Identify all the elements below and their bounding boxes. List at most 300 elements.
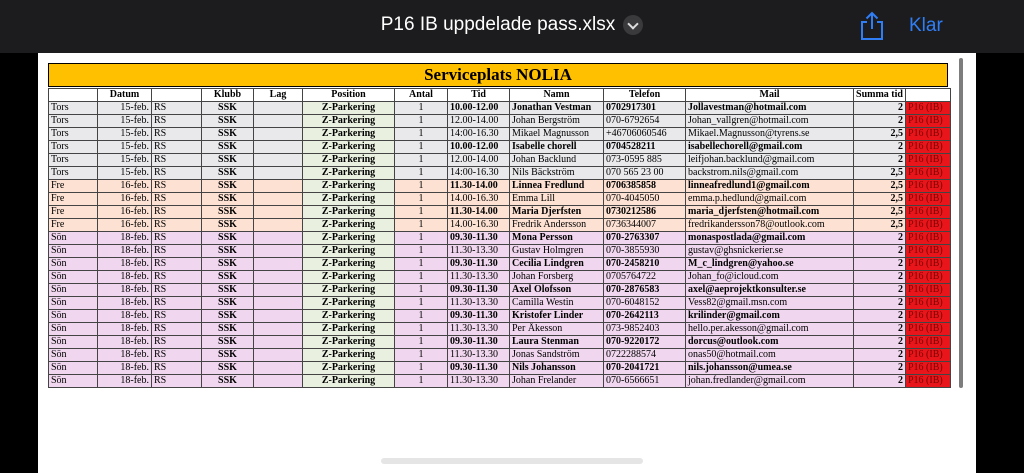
cell-summa[interactable]: 2 xyxy=(854,336,906,349)
cell-mail[interactable]: Vess82@gmail.msn.com xyxy=(686,297,854,310)
cell-namn[interactable]: Cecilia Lindgren xyxy=(510,258,604,271)
table-row xyxy=(49,141,951,154)
cell-mail[interactable]: johan.fredlander@gmail.com xyxy=(686,375,854,388)
cell-position[interactable]: Z-Parkering xyxy=(303,310,395,323)
cell-summa[interactable]: 2 xyxy=(854,284,906,297)
cell-position[interactable]: Z-Parkering xyxy=(303,323,395,336)
cell-klubb[interactable]: SSK xyxy=(202,154,254,167)
cell-telefon[interactable]: 070-2642113 xyxy=(604,310,686,323)
cell-day[interactable]: Sön xyxy=(49,245,98,258)
cell-day[interactable]: Tors xyxy=(49,167,98,180)
cell-mail[interactable]: dorcus@outlook.com xyxy=(686,336,854,349)
cell-tid[interactable]: 12.00-14.00 xyxy=(448,154,510,167)
cell-rs[interactable]: RS xyxy=(152,141,202,154)
cell-antal[interactable]: 1 xyxy=(395,375,448,388)
column-header: Position xyxy=(303,89,395,102)
cell-antal[interactable]: 1 xyxy=(395,336,448,349)
cell-summa[interactable]: 2 xyxy=(854,154,906,167)
cell-summa[interactable]: 2 xyxy=(854,102,906,115)
cell-telefon[interactable]: 0705764722 xyxy=(604,271,686,284)
cell-klubb[interactable]: SSK xyxy=(202,284,254,297)
cell-tag[interactable]: P16 (IB) xyxy=(906,219,951,232)
cell-summa[interactable]: 2,5 xyxy=(854,128,906,141)
cell-summa[interactable]: 2,5 xyxy=(854,219,906,232)
cell-tid[interactable]: 14.00-16.30 xyxy=(448,193,510,206)
cell-date[interactable]: 18-feb. xyxy=(98,323,152,336)
cell-position[interactable]: Z-Parkering xyxy=(303,297,395,310)
cell-lag[interactable] xyxy=(254,349,303,362)
cell-rs[interactable]: RS xyxy=(152,336,202,349)
cell-tid[interactable]: 11.30-13.30 xyxy=(448,349,510,362)
cell-tag[interactable]: P16 (IB) xyxy=(906,102,951,115)
cell-mail[interactable]: maria_djerfsten@hotmail.com xyxy=(686,206,854,219)
cell-rs[interactable]: RS xyxy=(152,362,202,375)
cell-date[interactable]: 16-feb. xyxy=(98,193,152,206)
cell-antal[interactable]: 1 xyxy=(395,167,448,180)
cell-klubb[interactable]: SSK xyxy=(202,323,254,336)
cell-klubb[interactable]: SSK xyxy=(202,102,254,115)
cell-day[interactable]: Sön xyxy=(49,336,98,349)
cell-klubb[interactable]: SSK xyxy=(202,180,254,193)
cell-antal[interactable]: 1 xyxy=(395,297,448,310)
cell-tid[interactable]: 09.30-11.30 xyxy=(448,232,510,245)
cell-date[interactable]: 18-feb. xyxy=(98,375,152,388)
cell-namn[interactable]: Johan Frelander xyxy=(510,375,604,388)
cell-date[interactable]: 15-feb. xyxy=(98,115,152,128)
cell-rs[interactable]: RS xyxy=(152,271,202,284)
cell-date[interactable]: 18-feb. xyxy=(98,284,152,297)
cell-summa[interactable]: 2 xyxy=(854,271,906,284)
cell-summa[interactable]: 2 xyxy=(854,310,906,323)
cell-telefon[interactable]: 070-6792654 xyxy=(604,115,686,128)
cell-tag[interactable]: P16 (IB) xyxy=(906,128,951,141)
cell-antal[interactable]: 1 xyxy=(395,102,448,115)
cell-day[interactable]: Sön xyxy=(49,232,98,245)
cell-mail[interactable]: Johan_fo@icloud.com xyxy=(686,271,854,284)
cell-namn[interactable]: Johan Bergström xyxy=(510,115,604,128)
cell-tid[interactable]: 09.30-11.30 xyxy=(448,336,510,349)
cell-position[interactable]: Z-Parkering xyxy=(303,271,395,284)
cell-position[interactable]: Z-Parkering xyxy=(303,375,395,388)
cell-klubb[interactable]: SSK xyxy=(202,297,254,310)
cell-position[interactable]: Z-Parkering xyxy=(303,154,395,167)
cell-rs[interactable]: RS xyxy=(152,297,202,310)
cell-rs[interactable]: RS xyxy=(152,154,202,167)
cell-klubb[interactable]: SSK xyxy=(202,336,254,349)
cell-date[interactable]: 18-feb. xyxy=(98,232,152,245)
cell-mail[interactable]: fredrikandersson78@outlook.com xyxy=(686,219,854,232)
cell-position[interactable]: Z-Parkering xyxy=(303,258,395,271)
cell-antal[interactable]: 1 xyxy=(395,232,448,245)
cell-tid[interactable]: 14.00-16.30 xyxy=(448,219,510,232)
cell-antal[interactable]: 1 xyxy=(395,362,448,375)
cell-position[interactable]: Z-Parkering xyxy=(303,180,395,193)
cell-date[interactable]: 15-feb. xyxy=(98,167,152,180)
cell-day[interactable]: Fre xyxy=(49,180,98,193)
cell-antal[interactable]: 1 xyxy=(395,245,448,258)
cell-day[interactable]: Sön xyxy=(49,349,98,362)
cell-lag[interactable] xyxy=(254,336,303,349)
cell-mail[interactable]: axel@aeprojektkonsulter.se xyxy=(686,284,854,297)
cell-mail[interactable]: monaspostlada@gmail.com xyxy=(686,232,854,245)
cell-day[interactable]: Sön xyxy=(49,284,98,297)
cell-telefon[interactable]: 070-3855930 xyxy=(604,245,686,258)
cell-tid[interactable]: 11.30-13.30 xyxy=(448,375,510,388)
cell-position[interactable]: Z-Parkering xyxy=(303,362,395,375)
cell-mail[interactable]: linneafredlund1@gmail.com xyxy=(686,180,854,193)
cell-date[interactable]: 18-feb. xyxy=(98,297,152,310)
cell-date[interactable]: 15-feb. xyxy=(98,102,152,115)
cell-rs[interactable]: RS xyxy=(152,375,202,388)
cell-telefon[interactable]: 0704528211 xyxy=(604,141,686,154)
share-icon[interactable] xyxy=(858,10,886,42)
cell-lag[interactable] xyxy=(254,115,303,128)
cell-klubb[interactable]: SSK xyxy=(202,128,254,141)
cell-mail[interactable]: hello.per.akesson@gmail.com xyxy=(686,323,854,336)
cell-tag[interactable]: P16 (IB) xyxy=(906,206,951,219)
cell-rs[interactable]: RS xyxy=(152,245,202,258)
cell-mail[interactable]: Jollavestman@hotmail.com xyxy=(686,102,854,115)
cell-klubb[interactable]: SSK xyxy=(202,115,254,128)
cell-summa[interactable]: 2 xyxy=(854,141,906,154)
cell-namn[interactable]: Mikael Magnusson xyxy=(510,128,604,141)
cell-telefon[interactable]: 0730212586 xyxy=(604,206,686,219)
cell-tag[interactable]: P16 (IB) xyxy=(906,349,951,362)
cell-tid[interactable]: 09.30-11.30 xyxy=(448,258,510,271)
cell-lag[interactable] xyxy=(254,167,303,180)
done-button[interactable]: Klar xyxy=(909,15,943,36)
cell-antal[interactable]: 1 xyxy=(395,154,448,167)
cell-rs[interactable]: RS xyxy=(152,180,202,193)
cell-tag[interactable]: P16 (IB) xyxy=(906,180,951,193)
cell-position[interactable]: Z-Parkering xyxy=(303,284,395,297)
cell-tag[interactable]: P16 (IB) xyxy=(906,310,951,323)
cell-klubb[interactable]: SSK xyxy=(202,245,254,258)
cell-namn[interactable]: Camilla Westin xyxy=(510,297,604,310)
cell-klubb[interactable]: SSK xyxy=(202,258,254,271)
cell-antal[interactable]: 1 xyxy=(395,206,448,219)
cell-klubb[interactable]: SSK xyxy=(202,206,254,219)
cell-position[interactable]: Z-Parkering xyxy=(303,219,395,232)
cell-position[interactable]: Z-Parkering xyxy=(303,141,395,154)
cell-namn[interactable]: Mona Persson xyxy=(510,232,604,245)
cell-antal[interactable]: 1 xyxy=(395,115,448,128)
cell-tid[interactable]: 14:00-16.30 xyxy=(448,167,510,180)
cell-rs[interactable]: RS xyxy=(152,115,202,128)
cell-position[interactable]: Z-Parkering xyxy=(303,349,395,362)
cell-lag[interactable] xyxy=(254,193,303,206)
cell-lag[interactable] xyxy=(254,310,303,323)
cell-tag[interactable]: P16 (IB) xyxy=(906,284,951,297)
cell-telefon[interactable]: 070-6048152 xyxy=(604,297,686,310)
cell-namn[interactable]: Isabelle chorell xyxy=(510,141,604,154)
cell-namn[interactable]: Linnea Fredlund xyxy=(510,180,604,193)
cell-position[interactable]: Z-Parkering xyxy=(303,336,395,349)
cell-mail[interactable]: M_c_lindgren@yahoo.se xyxy=(686,258,854,271)
cell-summa[interactable]: 2 xyxy=(854,297,906,310)
cell-date[interactable]: 15-feb. xyxy=(98,128,152,141)
cell-date[interactable]: 15-feb. xyxy=(98,154,152,167)
cell-klubb[interactable]: SSK xyxy=(202,271,254,284)
cell-antal[interactable]: 1 xyxy=(395,258,448,271)
cell-day[interactable]: Tors xyxy=(49,128,98,141)
cell-tid[interactable]: 09.30-11.30 xyxy=(448,362,510,375)
cell-mail[interactable]: isabellechorell@gmail.com xyxy=(686,141,854,154)
cell-mail[interactable]: emma.p.hedlund@gmail.com xyxy=(686,193,854,206)
cell-rs[interactable]: RS xyxy=(152,167,202,180)
cell-date[interactable]: 15-feb. xyxy=(98,141,152,154)
cell-day[interactable]: Sön xyxy=(49,258,98,271)
cell-klubb[interactable]: SSK xyxy=(202,349,254,362)
cell-lag[interactable] xyxy=(254,141,303,154)
cell-lag[interactable] xyxy=(254,375,303,388)
cell-tid[interactable]: 14:00-16.30 xyxy=(448,128,510,141)
cell-position[interactable]: Z-Parkering xyxy=(303,232,395,245)
cell-day[interactable]: Sön xyxy=(49,297,98,310)
cell-tid[interactable]: 11.30-13.30 xyxy=(448,245,510,258)
cell-rs[interactable]: RS xyxy=(152,323,202,336)
cell-day[interactable]: Fre xyxy=(49,206,98,219)
cell-day[interactable]: Tors xyxy=(49,115,98,128)
cell-namn[interactable]: Axel Olofsson xyxy=(510,284,604,297)
cell-lag[interactable] xyxy=(254,323,303,336)
cell-telefon[interactable]: 070-2458210 xyxy=(604,258,686,271)
cell-day[interactable]: Tors xyxy=(49,102,98,115)
cell-date[interactable]: 18-feb. xyxy=(98,310,152,323)
cell-telefon[interactable]: 073-9852403 xyxy=(604,323,686,336)
cell-antal[interactable]: 1 xyxy=(395,310,448,323)
cell-namn[interactable]: Johan Forsberg xyxy=(510,271,604,284)
cell-mail[interactable]: krilinder@gmail.com xyxy=(686,310,854,323)
cell-lag[interactable] xyxy=(254,362,303,375)
cell-mail[interactable]: Johan_vallgren@hotmail.com xyxy=(686,115,854,128)
cell-tag[interactable]: P16 (IB) xyxy=(906,115,951,128)
cell-summa[interactable]: 2 xyxy=(854,115,906,128)
cell-antal[interactable]: 1 xyxy=(395,323,448,336)
cell-telefon[interactable]: 073-0595 885 xyxy=(604,154,686,167)
cell-telefon[interactable]: 0706385858 xyxy=(604,180,686,193)
cell-date[interactable]: 18-feb. xyxy=(98,349,152,362)
cell-antal[interactable]: 1 xyxy=(395,219,448,232)
cell-date[interactable]: 18-feb. xyxy=(98,362,152,375)
cell-telefon[interactable]: 070-9220172 xyxy=(604,336,686,349)
table-row xyxy=(49,297,951,310)
cell-summa[interactable]: 2,5 xyxy=(854,180,906,193)
cell-klubb[interactable]: SSK xyxy=(202,167,254,180)
cell-lag[interactable] xyxy=(254,219,303,232)
cell-lag[interactable] xyxy=(254,232,303,245)
cell-klubb[interactable]: SSK xyxy=(202,219,254,232)
cell-antal[interactable]: 1 xyxy=(395,180,448,193)
cell-telefon[interactable]: 0702917301 xyxy=(604,102,686,115)
cell-tid[interactable]: 12.00-14.00 xyxy=(448,115,510,128)
cell-tid[interactable]: 09.30-11.30 xyxy=(448,310,510,323)
cell-date[interactable]: 18-feb. xyxy=(98,271,152,284)
cell-antal[interactable]: 1 xyxy=(395,141,448,154)
cell-day[interactable]: Fre xyxy=(49,219,98,232)
cell-lag[interactable] xyxy=(254,154,303,167)
cell-tag[interactable]: P16 (IB) xyxy=(906,141,951,154)
cell-date[interactable]: 16-feb. xyxy=(98,206,152,219)
cell-day[interactable]: Sön xyxy=(49,362,98,375)
cell-antal[interactable]: 1 xyxy=(395,349,448,362)
cell-tid[interactable]: 10.00-12.00 xyxy=(448,102,510,115)
cell-mail[interactable]: onas50@hotmail.com xyxy=(686,349,854,362)
cell-position[interactable]: Z-Parkering xyxy=(303,128,395,141)
chevron-down-icon[interactable] xyxy=(623,15,643,35)
cell-summa[interactable]: 2 xyxy=(854,232,906,245)
cell-namn[interactable]: Nils Johansson xyxy=(510,362,604,375)
cell-tag[interactable]: P16 (IB) xyxy=(906,271,951,284)
cell-tag[interactable]: P16 (IB) xyxy=(906,167,951,180)
cell-antal[interactable]: 1 xyxy=(395,128,448,141)
cell-mail[interactable]: gustav@ghsnickerier.se xyxy=(686,245,854,258)
cell-position[interactable]: Z-Parkering xyxy=(303,193,395,206)
cell-lag[interactable] xyxy=(254,102,303,115)
cell-summa[interactable]: 2 xyxy=(854,245,906,258)
cell-telefon[interactable]: 070-4045050 xyxy=(604,193,686,206)
cell-namn[interactable]: Jonas Sandström xyxy=(510,349,604,362)
table-row xyxy=(49,245,951,258)
cell-position[interactable]: Z-Parkering xyxy=(303,206,395,219)
cell-tag[interactable]: P16 (IB) xyxy=(906,323,951,336)
cell-rs[interactable]: RS xyxy=(152,102,202,115)
cell-namn[interactable]: Jonathan Vestman xyxy=(510,102,604,115)
cell-day[interactable]: Tors xyxy=(49,141,98,154)
cell-tag[interactable]: P16 (IB) xyxy=(906,362,951,375)
cell-telefon[interactable]: 070-6566651 xyxy=(604,375,686,388)
cell-day[interactable]: Sön xyxy=(49,375,98,388)
cell-day[interactable]: Sön xyxy=(49,310,98,323)
cell-summa[interactable]: 2 xyxy=(854,323,906,336)
cell-tid[interactable]: 11.30-14.00 xyxy=(448,180,510,193)
cell-tid[interactable]: 11.30-13.30 xyxy=(448,271,510,284)
cell-tag[interactable]: P16 (IB) xyxy=(906,193,951,206)
vertical-scrollbar[interactable] xyxy=(959,58,963,388)
cell-tag[interactable]: P16 (IB) xyxy=(906,258,951,271)
cell-rs[interactable]: RS xyxy=(152,284,202,297)
cell-rs[interactable]: RS xyxy=(152,258,202,271)
cell-rs[interactable]: RS xyxy=(152,193,202,206)
cell-position[interactable]: Z-Parkering xyxy=(303,245,395,258)
cell-date[interactable]: 16-feb. xyxy=(98,180,152,193)
cell-tid[interactable]: 10.00-12.00 xyxy=(448,141,510,154)
document-title[interactable]: P16 IB uppdelade pass.xlsx xyxy=(380,14,616,35)
cell-date[interactable]: 18-feb. xyxy=(98,258,152,271)
cell-lag[interactable] xyxy=(254,180,303,193)
cell-telefon[interactable]: 0736344007 xyxy=(604,219,686,232)
cell-lag[interactable] xyxy=(254,128,303,141)
cell-tid[interactable]: 11.30-14.00 xyxy=(448,206,510,219)
cell-namn[interactable]: Johan Backlund xyxy=(510,154,604,167)
cell-tid[interactable]: 09.30-11.30 xyxy=(448,284,510,297)
cell-mail[interactable]: Mikael.Magnusson@tyrens.se xyxy=(686,128,854,141)
table-row xyxy=(49,349,951,362)
cell-telefon[interactable]: 070-2763307 xyxy=(604,232,686,245)
cell-summa[interactable]: 2 xyxy=(854,362,906,375)
cell-namn[interactable]: Emma Lill xyxy=(510,193,604,206)
column-header xyxy=(49,89,98,102)
cell-antal[interactable]: 1 xyxy=(395,284,448,297)
cell-summa[interactable]: 2,5 xyxy=(854,206,906,219)
column-header: Mail xyxy=(686,89,854,102)
cell-tid[interactable]: 11.30-13.30 xyxy=(448,297,510,310)
cell-summa[interactable]: 2,5 xyxy=(854,193,906,206)
cell-lag[interactable] xyxy=(254,206,303,219)
cell-lag[interactable] xyxy=(254,258,303,271)
cell-rs[interactable]: RS xyxy=(152,128,202,141)
cell-summa[interactable]: 2 xyxy=(854,258,906,271)
cell-rs[interactable]: RS xyxy=(152,232,202,245)
cell-namn[interactable]: Per Åkesson xyxy=(510,323,604,336)
cell-tag[interactable]: P16 (IB) xyxy=(906,232,951,245)
cell-lag[interactable] xyxy=(254,245,303,258)
cell-klubb[interactable]: SSK xyxy=(202,232,254,245)
cell-day[interactable]: Fre xyxy=(49,193,98,206)
cell-day[interactable]: Sön xyxy=(49,271,98,284)
cell-summa[interactable]: 2 xyxy=(854,349,906,362)
cell-namn[interactable]: Laura Stenman xyxy=(510,336,604,349)
cell-lag[interactable] xyxy=(254,284,303,297)
cell-position[interactable]: Z-Parkering xyxy=(303,167,395,180)
cell-position[interactable]: Z-Parkering xyxy=(303,102,395,115)
cell-tag[interactable]: P16 (IB) xyxy=(906,336,951,349)
table-row xyxy=(49,271,951,284)
cell-rs[interactable]: RS xyxy=(152,206,202,219)
cell-rs[interactable]: RS xyxy=(152,219,202,232)
cell-telefon[interactable]: 070-2041721 xyxy=(604,362,686,375)
cell-namn[interactable]: Gustav Holmgren xyxy=(510,245,604,258)
cell-position[interactable]: Z-Parkering xyxy=(303,115,395,128)
cell-day[interactable]: Sön xyxy=(49,323,98,336)
cell-tid[interactable]: 11.30-13.30 xyxy=(448,323,510,336)
cell-klubb[interactable]: SSK xyxy=(202,141,254,154)
cell-date[interactable]: 16-feb. xyxy=(98,219,152,232)
cell-antal[interactable]: 1 xyxy=(395,271,448,284)
cell-date[interactable]: 18-feb. xyxy=(98,336,152,349)
cell-klubb[interactable]: SSK xyxy=(202,193,254,206)
cell-namn[interactable]: Kristofer Linder xyxy=(510,310,604,323)
cell-namn[interactable]: Maria Djerfsten xyxy=(510,206,604,219)
cell-namn[interactable]: Nils Bäckström xyxy=(510,167,604,180)
cell-summa[interactable]: 2,5 xyxy=(854,167,906,180)
cell-namn[interactable]: Fredrik Andersson xyxy=(510,219,604,232)
cell-telefon[interactable]: 0722288574 xyxy=(604,349,686,362)
cell-tag[interactable]: P16 (IB) xyxy=(906,375,951,388)
cell-tag[interactable]: P16 (IB) xyxy=(906,245,951,258)
cell-klubb[interactable]: SSK xyxy=(202,362,254,375)
cell-day[interactable]: Tors xyxy=(49,154,98,167)
cell-tag[interactable]: P16 (IB) xyxy=(906,154,951,167)
cell-rs[interactable]: RS xyxy=(152,310,202,323)
table-row xyxy=(49,167,951,180)
cell-rs[interactable]: RS xyxy=(152,349,202,362)
cell-telefon[interactable]: 070 565 23 00 xyxy=(604,167,686,180)
cell-klubb[interactable]: SSK xyxy=(202,310,254,323)
cell-lag[interactable] xyxy=(254,297,303,310)
cell-antal[interactable]: 1 xyxy=(395,193,448,206)
cell-mail[interactable]: backstrom.nils@gmail.com xyxy=(686,167,854,180)
cell-klubb[interactable]: SSK xyxy=(202,375,254,388)
cell-mail[interactable]: nils.johansson@umea.se xyxy=(686,362,854,375)
cell-lag[interactable] xyxy=(254,271,303,284)
cell-mail[interactable]: leifjohan.backlund@gmail.com xyxy=(686,154,854,167)
cell-summa[interactable]: 2 xyxy=(854,375,906,388)
cell-date[interactable]: 18-feb. xyxy=(98,245,152,258)
cell-tag[interactable]: P16 (IB) xyxy=(906,297,951,310)
cell-telefon[interactable]: +46706060546 xyxy=(604,128,686,141)
cell-telefon[interactable]: 070-2876583 xyxy=(604,284,686,297)
